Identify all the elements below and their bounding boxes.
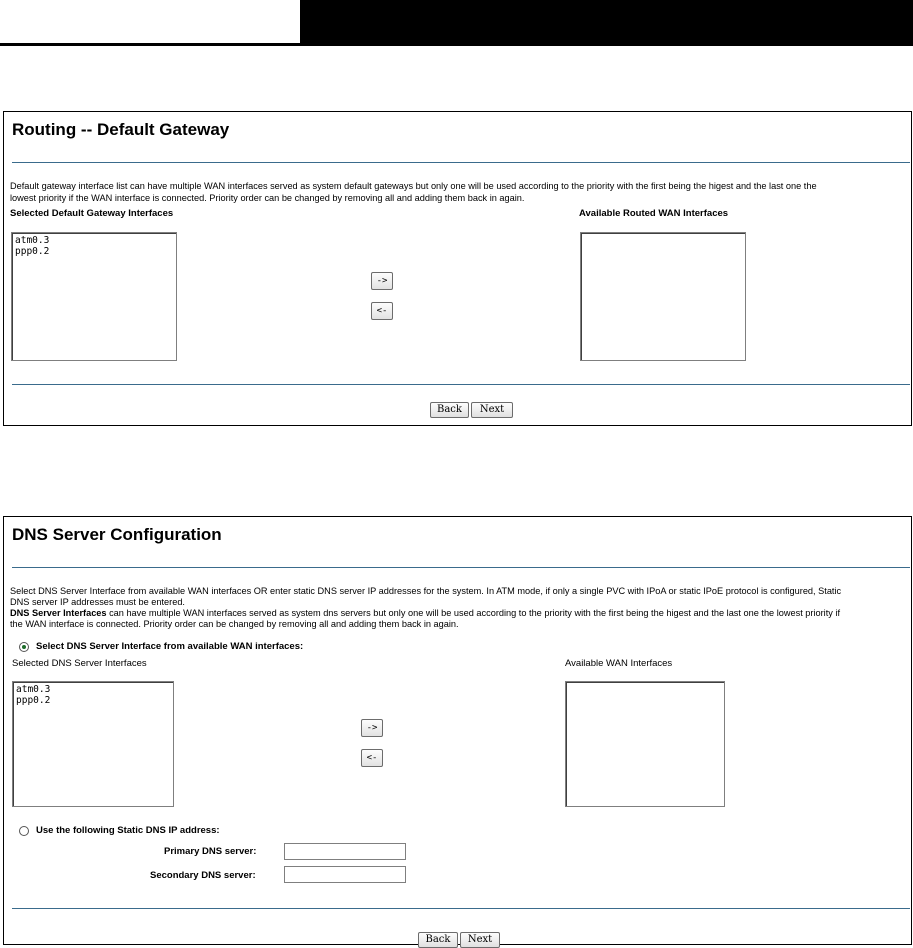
selected-dns-list[interactable] — [12, 681, 174, 807]
available-wan-label: Available WAN Interfaces — [565, 658, 673, 669]
back-button[interactable]: Back — [418, 932, 458, 948]
default-gateway-panel — [3, 111, 912, 426]
primary-dns-label: Primary DNS server: — [164, 846, 257, 857]
description-bold: DNS Server Interfaces — [10, 608, 107, 618]
description-line: DNS server IP addresses must be entered. — [10, 597, 185, 607]
list-item[interactable]: atm0.3 — [15, 235, 50, 246]
footer-divider — [12, 384, 910, 385]
page-title: DNS Server Configuration — [12, 525, 222, 544]
footer-divider — [12, 908, 910, 909]
radio-dns-interface-label: Select DNS Server Interface from available WAN interfaces: — [36, 641, 304, 652]
next-button[interactable]: Next — [471, 402, 513, 418]
header-bar — [300, 0, 913, 43]
title-divider — [12, 567, 910, 568]
selected-interfaces-label: Selected Default Gateway Interfaces — [10, 208, 174, 219]
move-left-button[interactable]: <- — [371, 302, 393, 320]
selected-interfaces-list[interactable] — [11, 232, 177, 361]
radio-dns-interface[interactable] — [19, 642, 29, 652]
list-item[interactable]: ppp0.2 — [15, 246, 50, 257]
title-divider — [12, 162, 910, 163]
secondary-dns-input[interactable] — [284, 866, 406, 883]
description-text: can have multiple WAN interfaces served as system dns servers but only one will be used according to the priority with the first being the higest and the last one the lowest priority if — [106, 608, 841, 618]
selected-dns-label: Selected DNS Server Interfaces — [12, 658, 147, 669]
back-button[interactable]: Back — [430, 402, 469, 418]
radio-static-dns[interactable] — [19, 826, 29, 836]
radio-static-dns-label: Use the following Static DNS IP address: — [36, 825, 220, 836]
available-wan-list[interactable] — [565, 681, 725, 807]
page-title: Routing -- Default Gateway — [12, 120, 230, 139]
available-interfaces-label: Available Routed WAN Interfaces — [579, 208, 729, 219]
description-line: lowest priority if the WAN interface is connected. Priority order can be changed by removing all and adding them back in again. — [10, 193, 525, 203]
description-line: the WAN interface is connected. Priority order can be changed by removing all and adding them back in again. — [10, 619, 459, 629]
available-interfaces-list[interactable] — [580, 232, 746, 361]
move-right-button[interactable]: -> — [361, 719, 383, 737]
next-button[interactable]: Next — [460, 932, 500, 948]
header-rule — [0, 43, 913, 46]
list-item[interactable]: atm0.3 — [16, 684, 51, 695]
list-item[interactable]: ppp0.2 — [16, 695, 51, 706]
move-right-button[interactable]: -> — [371, 272, 393, 290]
primary-dns-input[interactable] — [284, 843, 406, 860]
secondary-dns-label: Secondary DNS server: — [150, 870, 256, 881]
dns-config-panel — [3, 516, 912, 945]
description-line: Default gateway interface list can have multiple WAN interfaces served as system default gateways but only one will be used according to the priority with the first being the higest and the last one the — [10, 181, 817, 191]
description-line: Select DNS Server Interface from available WAN interfaces OR enter static DNS server IP addresses for the system. In ATM mode, if only a single PVC with IPoA or static IPoE protocol is configured, Static — [10, 586, 842, 596]
move-left-button[interactable]: <- — [361, 749, 383, 767]
